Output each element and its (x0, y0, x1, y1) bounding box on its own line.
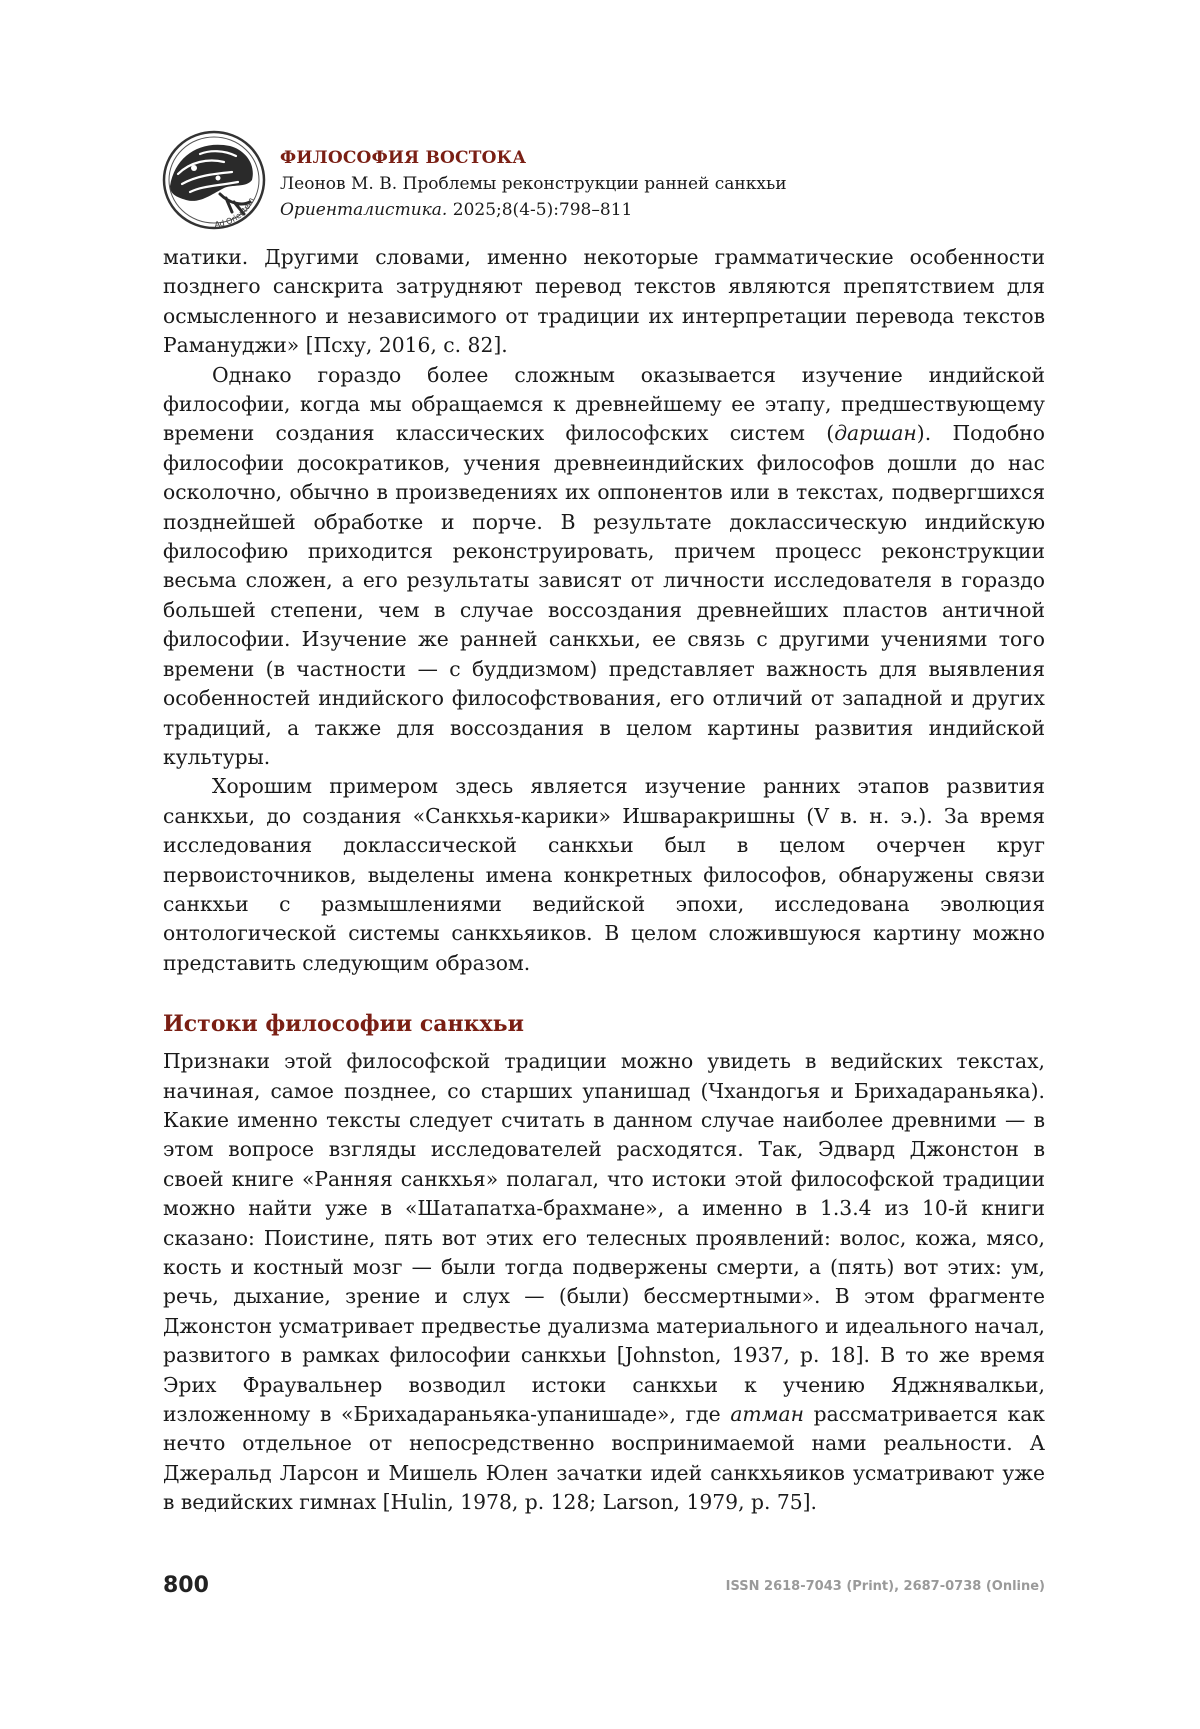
term-atman: атман (730, 1402, 804, 1427)
issn-info: ISSN 2618-7043 (Print), 2687-0738 (Online) (725, 1579, 1045, 1594)
paragraph-1: матики. Другими словами, именно некоторые грамматические особенности позднего санскрита затрудняют перевод текстов являются препятствием для осмысленного и независимого от традиции их интерпретации перевода текстов Рамануджи» [Псху, 2016, с. 82]. (163, 245, 1045, 358)
paragraph-2-part2: ). Подобно философии досократиков, учения древнеиндийских философов дошли до нас осколочно, обычно в произведениях их оппонентов или в текстах, подвергшихся позднейшей обработке и порче. В результате доклассическую индийскую философию приходится реконструировать, причем процесс реконструкции весьма сложен, а его результаты зависят от личности исследователя в гораздо большей степени, чем в случае воссоздания древнейших пластов античной философии. Изучение же ранней санкхьи, ее связь с другими учениями того времени (в частности — с буддизмом) представляет важность для выявления особенностей индийского философствования, его отличий от западной и других традиций, а также для воссоздания в целом картины развития индийской культуры. (163, 421, 1046, 769)
article-body (163, 243, 1045, 1518)
journal-header (160, 128, 1060, 232)
paragraph-2-part1: Однако гораздо более сложным оказывается изучение индийской философии, когда мы обращаемся к древнейшему ее этапу, предшествующему времени создания классических философских систем ( (163, 362, 1045, 446)
section-paragraph (163, 1047, 1045, 1518)
journal-name: Ориенталистика. (280, 200, 448, 220)
term-darshan: даршан (834, 421, 917, 446)
journal-logo (160, 128, 268, 232)
citation-volume: 2025;8(4-5):798–811 (452, 200, 633, 220)
paragraph-2 (163, 361, 1045, 773)
svg-text:Ad Orientem: Ad Orientem (214, 196, 256, 230)
header-text (280, 145, 787, 223)
section-paragraph-part2: рассматривается как нечто отдельное от непосредственно воспринимаемой нами реальности. А Джеральд Ларсон и Мишель Юлен зачатки идей санкхьяиков усматривают уже в ведийских гимнах [Hulin, 1978, p. 128; Larson, 1979, p. 75]. (163, 1402, 1045, 1515)
article-reference: Леонов М. В. Проблемы реконструкции ранней санкхьи (280, 174, 787, 194)
paragraph-3: Хорошим примером здесь является изучение ранних этапов развития санкхьи, до создания «Санкхья-карики» Ишваракришны (V в. н. э.). За время исследования доклассической санкхьи был в целом очерчен круг первоисточников, выделены имена конкретных философов, обнаружены связи санкхьи с размышлениями ведийской эпохи, исследована эволюция онтологической системы санкхьяиков. В целом сложившуюся картину можно представить следующим образом. (163, 774, 1045, 975)
page-footer (163, 1573, 1045, 1605)
journal-citation (280, 197, 787, 223)
section-paragraph-part1: Признаки этой философской традиции можно увидеть в ведийских текстах, начиная, самое позднее, со старших упанишад (Чхандогья и Брихадараньяка). Какие именно тексты следует считать в данном случае наиболее древними — в этом вопросе взгляды исследователей расходятся. Так, Эдвард Джонстон в своей книге «Ранняя санкхья» полагал, что истоки этой философской традиции можно найти уже в «Шатапатха-брахмане», а именно в 1.3.4 из 10-й книги сказано: Поистине, пять вот этих его телесных проявлений: волос, кожа, мясо, кость и костный мозг — были тогда подвержены смерти, а (пять) вот этих: ум, речь, дыхание, зрение и слух — (были) бессмертными». В этом фрагменте Джонстон усматривает предвестье дуализма материального и идеального начал, развитого в рамках философии санкхьи [Johnston, 1937, p. 18]. В то же время Эрих Фраувальнер возводил истоки санкхьи к учению Яджнявалкьи, изложенному в «Брихадараньяка-упанишаде», где (163, 1049, 1045, 1427)
journal-section-title: ФИЛОСОФИЯ ВОСТОКА (280, 148, 527, 168)
section-heading: Истоки философии санкхьи (163, 1011, 524, 1038)
page-number: 800 (163, 1573, 209, 1598)
